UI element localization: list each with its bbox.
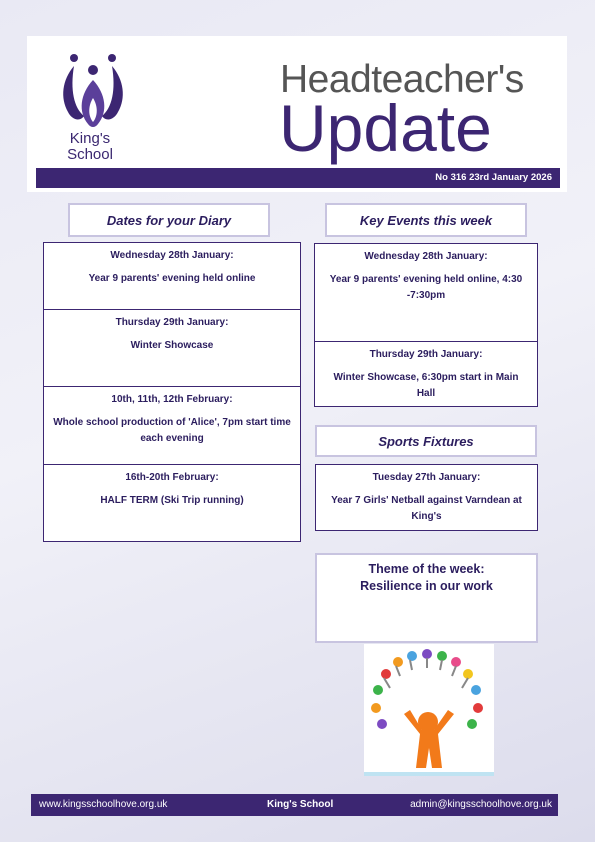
diary-event-card <box>43 386 301 465</box>
diary-heading: Dates for your Diary <box>68 203 270 237</box>
sports-fixture-card <box>315 464 538 531</box>
title-headteachers: Headteacher's <box>280 58 524 101</box>
event-detail: Whole school production of 'Alice', 7pm start time each evening <box>53 417 291 444</box>
event-date: Wednesday 28th January: <box>110 250 234 261</box>
theme-of-the-week <box>315 553 538 643</box>
school-name-line1: King's <box>69 130 111 147</box>
footer-bar <box>31 794 558 816</box>
event-date: Wednesday 28th January: <box>364 251 488 262</box>
event-date: 10th, 11th, 12th February: <box>111 394 233 405</box>
issue-number-date: No 316 23rd January 2026 <box>435 172 552 183</box>
school-name-line2: School <box>67 146 113 163</box>
event-detail: Year 7 Girls' Netball against Varndean at King's <box>331 495 522 522</box>
diary-event-card <box>43 464 301 542</box>
event-detail: Year 9 parents' evening held online <box>88 273 256 284</box>
diary-event-card <box>43 242 301 310</box>
theme-value: Resilience in our work <box>360 579 493 593</box>
key-event-card <box>314 341 538 407</box>
footer-school-name: King's School <box>267 799 334 810</box>
key-events-heading: Key Events this week <box>325 203 527 237</box>
footer-website-link[interactable]: www.kingsschoolhove.org.uk <box>39 799 168 810</box>
event-detail: Winter Showcase <box>130 340 214 351</box>
theme-label: Theme of the week: <box>368 562 485 576</box>
footer-email-link[interactable]: admin@kingsschoolhove.org.uk <box>410 799 552 810</box>
event-detail: Year 9 parents' evening held online, 4:30 -7:30pm <box>329 274 523 301</box>
event-date: 16th-20th February: <box>125 472 219 483</box>
event-detail: Winter Showcase, 6:30pm start in Main Hall <box>333 372 519 399</box>
school-name <box>40 131 140 163</box>
event-date: Thursday 29th January: <box>115 317 229 328</box>
event-date: Tuesday 27th January: <box>372 472 481 483</box>
event-detail: HALF TERM (Ski Trip running) <box>100 495 244 506</box>
title-update: Update <box>279 91 492 165</box>
sports-fixtures-heading: Sports Fixtures <box>315 425 537 457</box>
school-logo-flame-icon <box>58 50 128 130</box>
juggling-figures-illustration <box>364 644 494 776</box>
issue-bar <box>36 168 560 188</box>
event-date: Thursday 29th January: <box>369 349 483 360</box>
key-event-card <box>314 243 538 342</box>
diary-event-card <box>43 309 301 387</box>
